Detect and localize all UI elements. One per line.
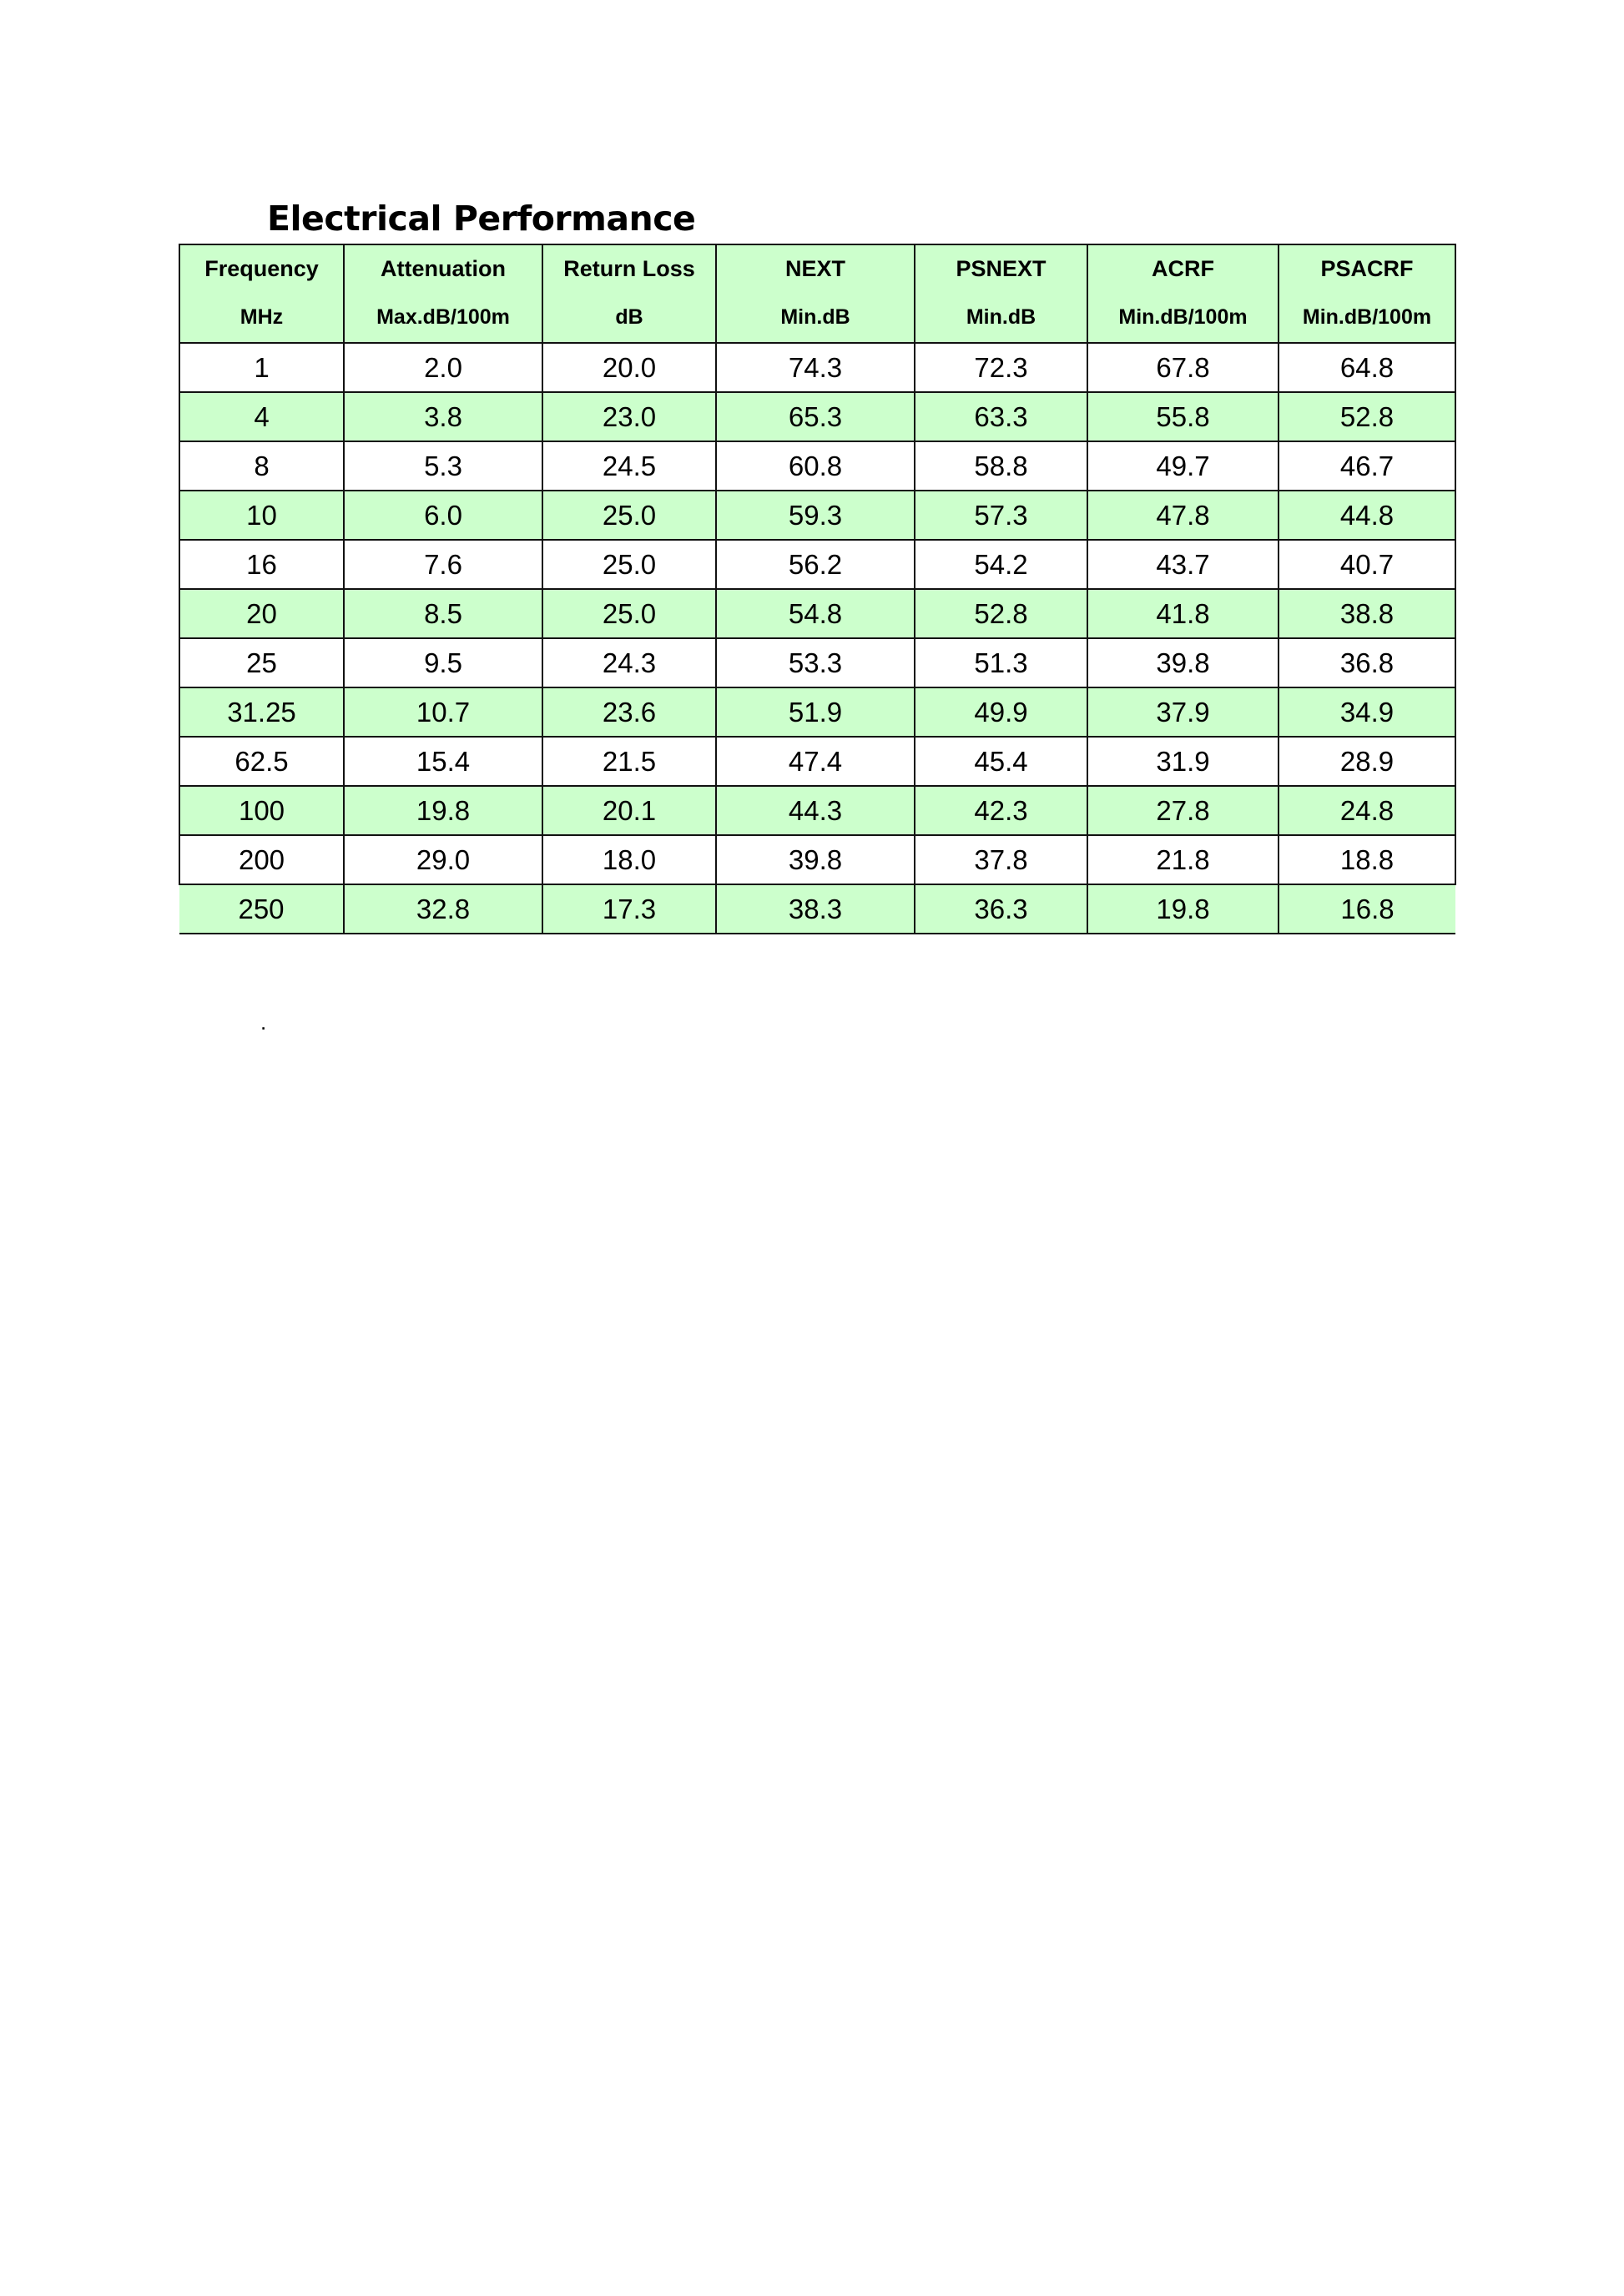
table-cell: 24.3 (542, 638, 716, 687)
table-cell: 1 (179, 343, 344, 392)
table-cell: 44.3 (716, 786, 915, 835)
column-header: Attenuation (344, 244, 542, 292)
table-cell: 44.8 (1279, 491, 1455, 540)
table-cell: 64.8 (1279, 343, 1455, 392)
table-row (179, 392, 1455, 441)
table-cell: 21.8 (1087, 835, 1279, 884)
column-header: ACRF (1087, 244, 1279, 292)
column-unit: Min.dB (716, 292, 915, 343)
table-cell: 15.4 (344, 737, 542, 786)
table-cell: 31.25 (179, 687, 344, 737)
table-cell: 72.3 (915, 343, 1087, 392)
table-cell: 5.3 (344, 441, 542, 491)
table-row (179, 441, 1455, 491)
table-cell: 51.9 (716, 687, 915, 737)
table-cell: 37.9 (1087, 687, 1279, 737)
table-cell: 54.8 (716, 589, 915, 638)
table-cell: 37.8 (915, 835, 1087, 884)
table-cell: 20.0 (542, 343, 716, 392)
table-cell: 27.8 (1087, 786, 1279, 835)
table-cell: 9.5 (344, 638, 542, 687)
table-cell: 19.8 (344, 786, 542, 835)
table-row (179, 687, 1455, 737)
table-cell: 42.3 (915, 786, 1087, 835)
table-row (179, 835, 1455, 884)
table-cell: 8.5 (344, 589, 542, 638)
table-cell: 7.6 (344, 540, 542, 589)
table-cell: 52.8 (915, 589, 1087, 638)
table-cell: 25 (179, 638, 344, 687)
table-row (179, 589, 1455, 638)
table-cell: 21.5 (542, 737, 716, 786)
table-cell: 38.3 (716, 884, 915, 934)
table-cell: 31.9 (1087, 737, 1279, 786)
table-cell: 63.3 (915, 392, 1087, 441)
table-row (179, 737, 1455, 786)
table-cell: 24.5 (542, 441, 716, 491)
footnote-dot: . (260, 1010, 267, 1035)
column-header: PSNEXT (915, 244, 1087, 292)
table-cell: 250 (179, 884, 344, 934)
electrical-performance-table (179, 244, 1456, 934)
table-cell: 51.3 (915, 638, 1087, 687)
table-cell: 32.8 (344, 884, 542, 934)
table-cell: 49.7 (1087, 441, 1279, 491)
table-cell: 47.8 (1087, 491, 1279, 540)
table-cell: 6.0 (344, 491, 542, 540)
table-cell: 10 (179, 491, 344, 540)
table-body (179, 244, 1455, 934)
table-cell: 100 (179, 786, 344, 835)
column-header: NEXT (716, 244, 915, 292)
table-cell: 58.8 (915, 441, 1087, 491)
column-header: Return Loss (542, 244, 716, 292)
table-cell: 4 (179, 392, 344, 441)
table-cell: 29.0 (344, 835, 542, 884)
column-unit: Max.dB/100m (344, 292, 542, 343)
table-cell: 56.2 (716, 540, 915, 589)
table-cell: 41.8 (1087, 589, 1279, 638)
table-cell: 43.7 (1087, 540, 1279, 589)
table-cell: 55.8 (1087, 392, 1279, 441)
header-row (179, 244, 1455, 292)
table-cell: 54.2 (915, 540, 1087, 589)
table-row (179, 491, 1455, 540)
column-unit: Min.dB (915, 292, 1087, 343)
table-row (179, 786, 1455, 835)
table-cell: 46.7 (1279, 441, 1455, 491)
table-cell: 65.3 (716, 392, 915, 441)
table-cell: 34.9 (1279, 687, 1455, 737)
table-cell: 25.0 (542, 589, 716, 638)
page-title: Electrical Performance (267, 199, 696, 239)
table-cell: 59.3 (716, 491, 915, 540)
table-cell: 10.7 (344, 687, 542, 737)
table-cell: 18.0 (542, 835, 716, 884)
table-cell: 39.8 (1087, 638, 1279, 687)
table-row (179, 343, 1455, 392)
column-unit: Min.dB/100m (1279, 292, 1455, 343)
column-header: PSACRF (1279, 244, 1455, 292)
table-cell: 45.4 (915, 737, 1087, 786)
column-unit: MHz (179, 292, 344, 343)
table-cell: 40.7 (1279, 540, 1455, 589)
table-cell: 49.9 (915, 687, 1087, 737)
column-header: Frequency (179, 244, 344, 292)
table-cell: 62.5 (179, 737, 344, 786)
table-cell: 52.8 (1279, 392, 1455, 441)
table-cell: 28.9 (1279, 737, 1455, 786)
table-cell: 36.3 (915, 884, 1087, 934)
table-row (179, 540, 1455, 589)
table-cell: 3.8 (344, 392, 542, 441)
table-cell: 23.6 (542, 687, 716, 737)
table-cell: 67.8 (1087, 343, 1279, 392)
column-unit: Min.dB/100m (1087, 292, 1279, 343)
table-cell: 25.0 (542, 540, 716, 589)
table-row (179, 884, 1455, 934)
unit-row (179, 292, 1455, 343)
table-cell: 2.0 (344, 343, 542, 392)
table-cell: 25.0 (542, 491, 716, 540)
table-cell: 74.3 (716, 343, 915, 392)
column-unit: dB (542, 292, 716, 343)
table-cell: 200 (179, 835, 344, 884)
table-cell: 18.8 (1279, 835, 1455, 884)
table-cell: 53.3 (716, 638, 915, 687)
table-cell: 60.8 (716, 441, 915, 491)
table-cell: 20.1 (542, 786, 716, 835)
table-cell: 19.8 (1087, 884, 1279, 934)
table-row (179, 638, 1455, 687)
table-cell: 23.0 (542, 392, 716, 441)
table-cell: 57.3 (915, 491, 1087, 540)
table-cell: 8 (179, 441, 344, 491)
table-cell: 16.8 (1279, 884, 1455, 934)
table-cell: 47.4 (716, 737, 915, 786)
table-cell: 38.8 (1279, 589, 1455, 638)
table-cell: 39.8 (716, 835, 915, 884)
table-cell: 24.8 (1279, 786, 1455, 835)
table-cell: 16 (179, 540, 344, 589)
table-cell: 36.8 (1279, 638, 1455, 687)
table-cell: 17.3 (542, 884, 716, 934)
table-cell: 20 (179, 589, 344, 638)
